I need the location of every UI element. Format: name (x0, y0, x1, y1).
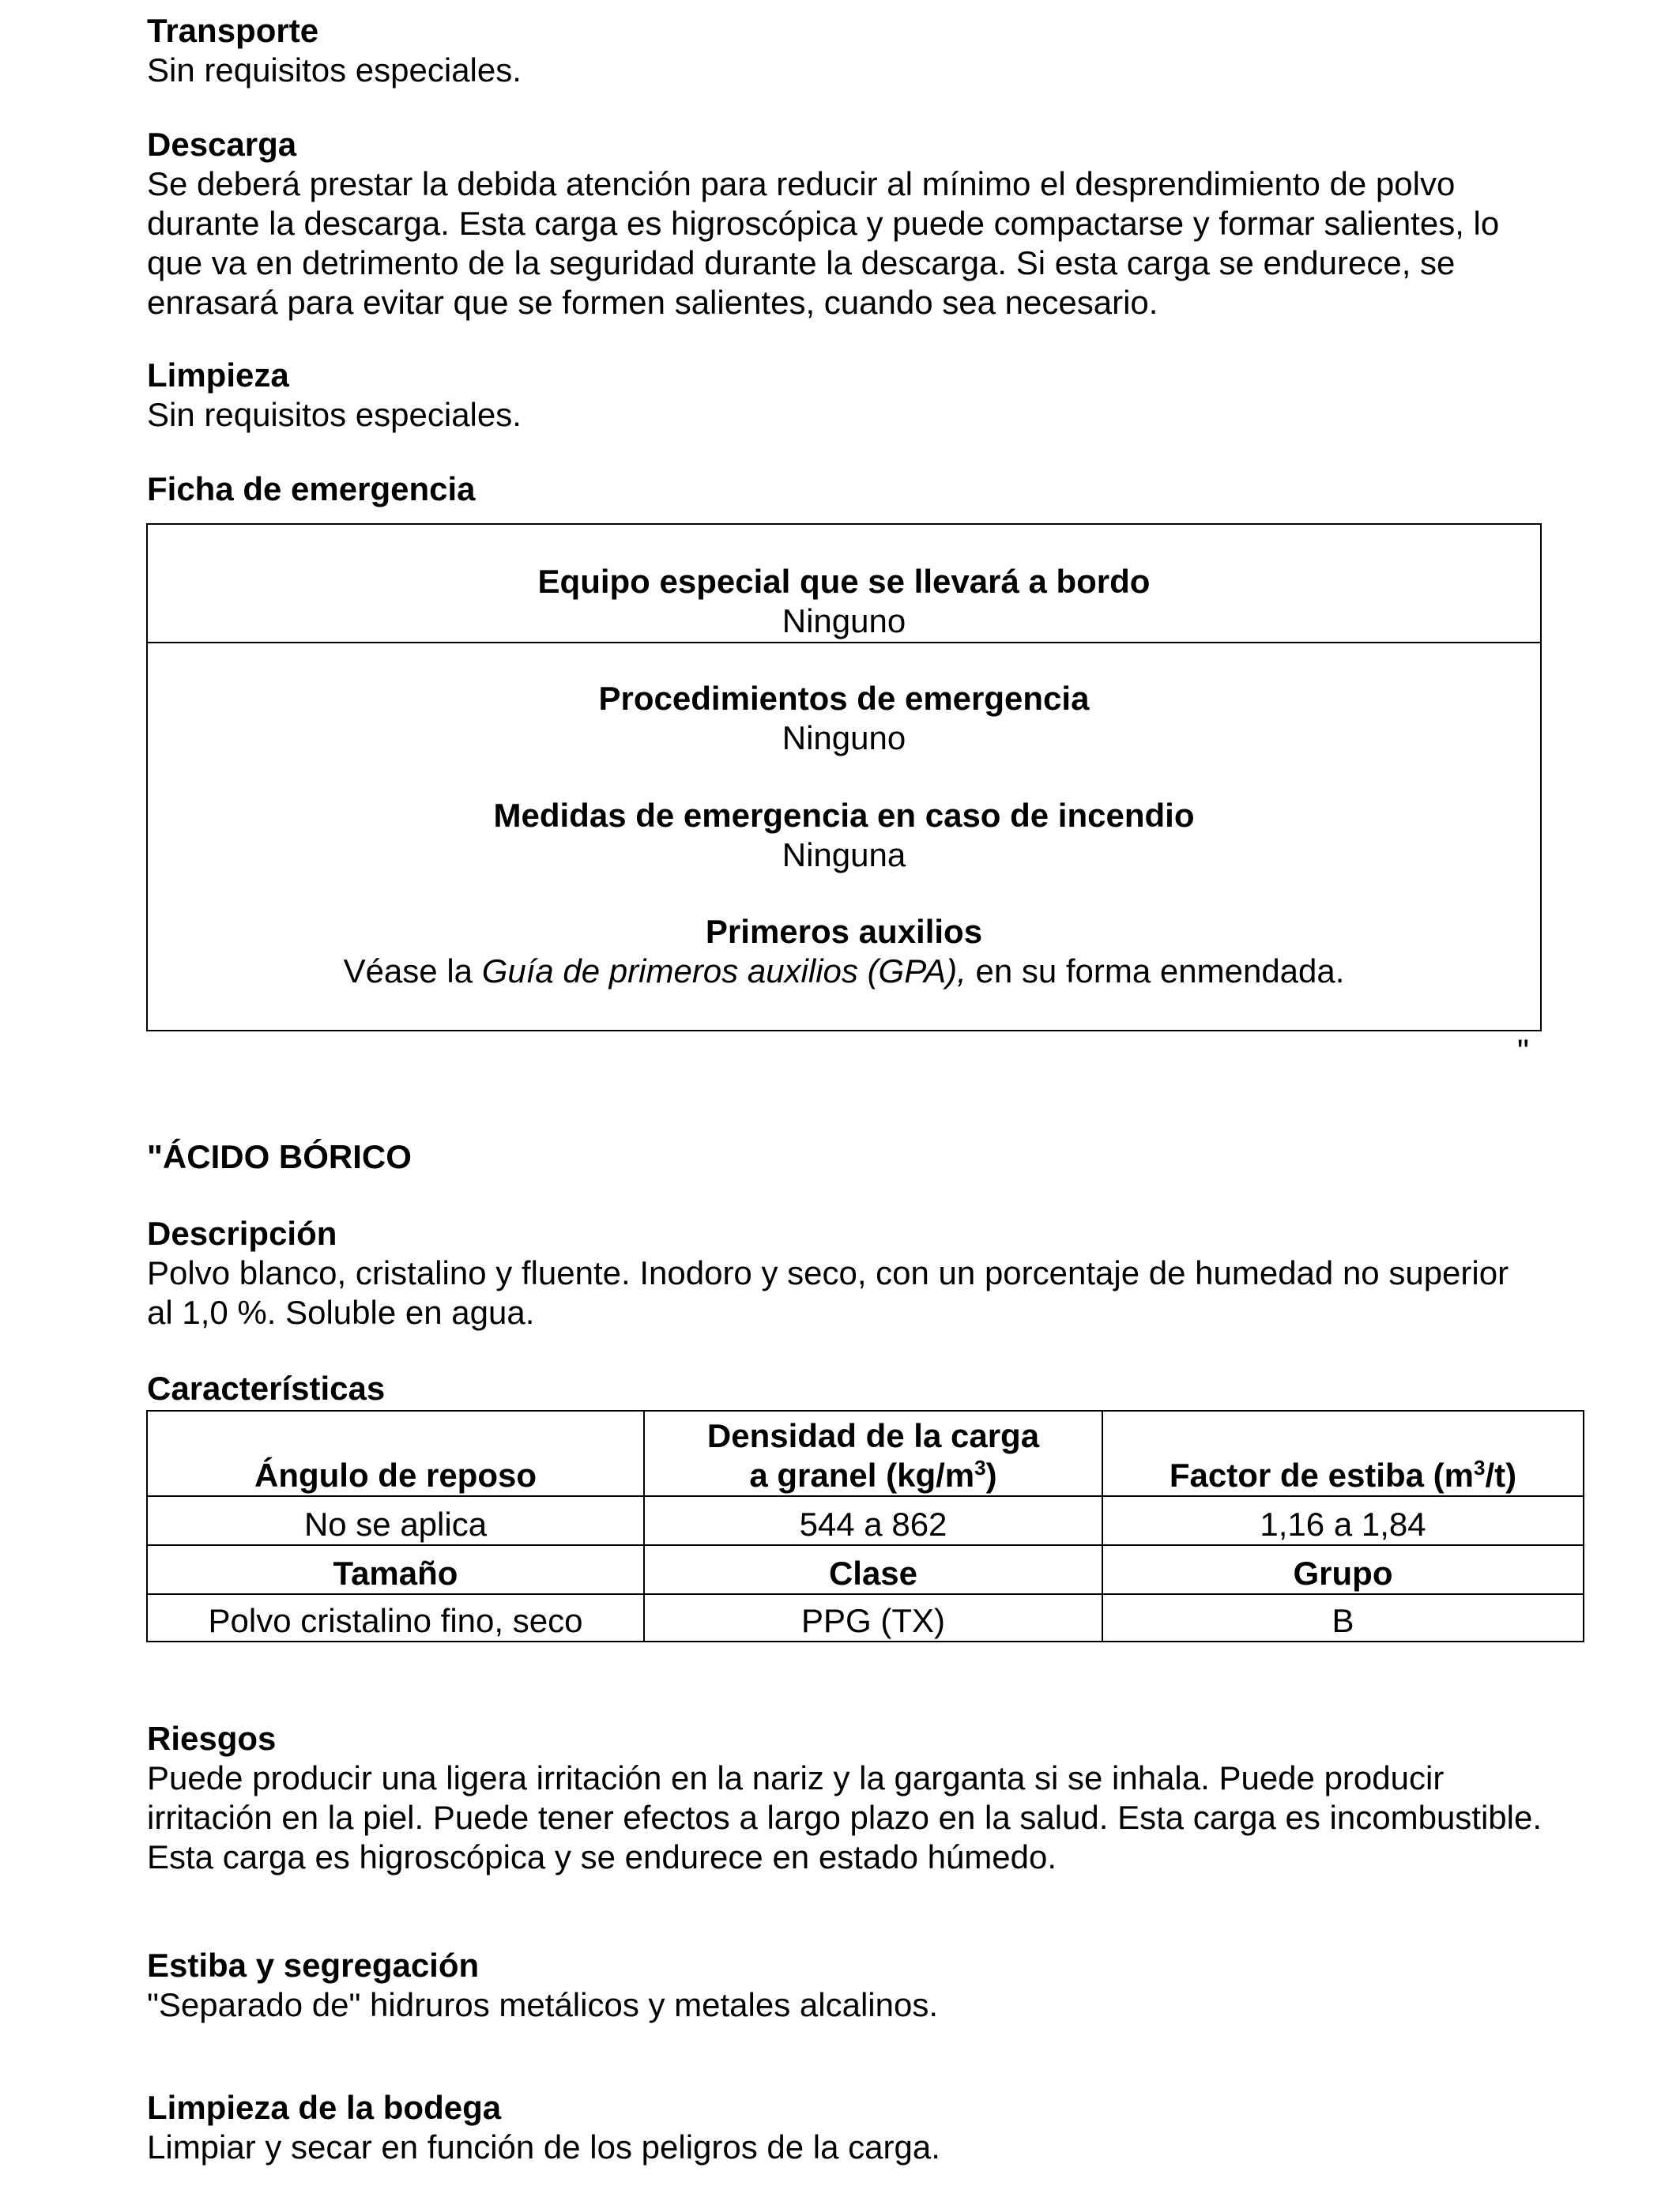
procedimientos-heading: Procedimientos de emergencia (598, 680, 1090, 717)
header-densidad (644, 1411, 1102, 1496)
text-estiba: "Separado de" hidruros metálicos y metales alcalinos. (147, 1986, 938, 2023)
table-row (147, 1496, 1584, 1545)
cell-factor-value: 1,16 a 1,84 (1102, 1496, 1584, 1545)
heading-descarga: Descarga (147, 126, 297, 163)
section-descarga (147, 125, 1543, 322)
descarga-line: que va en detrimento de la seguridad durante la descarga. Si esta carga se endurece, se (147, 244, 1456, 281)
auxilios-heading: Primeros auxilios (705, 913, 983, 950)
text-limpieza-bodega: Limpiar y secar en función de los peligros de la carga. (147, 2128, 940, 2166)
section-limpieza-bodega (147, 2088, 1543, 2167)
heading-limpieza-bodega: Limpieza de la bodega (147, 2089, 502, 2126)
incendio-block (148, 796, 1540, 875)
header-densidad-text: a granel (kg/m (749, 1457, 975, 1494)
descarga-line: enrasará para evitar que se formen salientes, cuando sea necesario. (147, 284, 1158, 321)
procedimientos-text: Ninguno (782, 719, 906, 756)
header-factor-sup: 3 (1473, 1456, 1486, 1480)
emergency-box (146, 523, 1542, 1031)
riesgos-line: Puede producir una ligera irritación en la nariz y la garganta si se inhala. Puede producir (147, 1759, 1445, 1796)
auxilios-block (148, 912, 1540, 991)
equipo-heading: Equipo especial que se llevará a bordo (537, 563, 1151, 600)
header-grupo: Grupo (1102, 1545, 1584, 1594)
text-limpieza: Sin requisitos especiales. (147, 396, 522, 433)
table-header-row (147, 1545, 1584, 1594)
heading-ficha-emergencia: Ficha de emergencia (147, 470, 476, 507)
characteristics-table (146, 1410, 1584, 1642)
section-descripcion (147, 1214, 1543, 1333)
cell-densidad-value: 544 a 862 (644, 1496, 1102, 1545)
auxilios-guide-title: Guía de primeros auxilios (GPA), (481, 952, 966, 990)
header-densidad-sup: 3 (974, 1456, 986, 1480)
cell-grupo-value: B (1102, 1594, 1584, 1642)
header-densidad-line1: Densidad de la carga (706, 1417, 1040, 1454)
equipo-text: Ninguno (782, 602, 906, 639)
heading-transporte: Transporte (147, 12, 319, 49)
descarga-line: Se deberá prestar la debida atención para reducir al mínimo el desprendimiento de polvo (147, 165, 1456, 202)
heading-descripcion: Descripción (147, 1215, 337, 1252)
section-limpieza (147, 356, 1543, 435)
title-acido-borico: "ÁCIDO BÓRICO (147, 1138, 412, 1175)
table-header-row (147, 1411, 1584, 1496)
text-transporte: Sin requisitos especiales. (147, 51, 522, 89)
section-transporte (147, 11, 1543, 90)
descripcion-line: Polvo blanco, cristalino y fluente. Inodoro y seco, con un porcentaje de humedad no superior (147, 1254, 1509, 1291)
header-densidad-close: ) (985, 1457, 997, 1494)
incendio-text: Ninguna (782, 836, 906, 873)
descripcion-line: al 1,0 %. Soluble en agua. (147, 1294, 535, 1331)
incendio-heading: Medidas de emergencia en caso de incendio (493, 797, 1195, 834)
heading-riesgos: Riesgos (147, 1720, 277, 1757)
heading-caracteristicas: Características (147, 1370, 386, 1407)
closing-quote: " (1517, 1032, 1529, 1069)
header-tamano: Tamaño (147, 1545, 644, 1594)
heading-estiba: Estiba y segregación (147, 1947, 480, 1984)
header-factor-text: Factor de estiba (m (1169, 1457, 1474, 1494)
section-riesgos (147, 1719, 1543, 1877)
descarga-line: durante la descarga. Esta carga es higroscópica y puede compactarse y formar salientes, lo (147, 205, 1500, 242)
heading-limpieza: Limpieza (147, 356, 289, 394)
header-factor-close: /t) (1485, 1457, 1517, 1494)
emergency-divider (148, 642, 1540, 643)
cell-tamano-value: Polvo cristalino fino, seco (147, 1594, 644, 1642)
riesgos-line: Esta carga es higroscópica y se endurece en estado húmedo. (147, 1838, 1057, 1875)
auxilios-text (148, 952, 1540, 991)
cell-clase-value: PPG (TX) (644, 1594, 1102, 1642)
auxilios-post: en su forma enmendada. (966, 952, 1345, 990)
table-row (147, 1594, 1584, 1642)
equipo-block (148, 562, 1540, 641)
section-estiba (147, 1946, 1543, 2025)
riesgos-line: irritación en la piel. Puede tener efectos a largo plazo en la salud. Esta carga es incombustible. (147, 1799, 1543, 1836)
header-densidad-line2 (645, 1456, 1102, 1495)
header-angulo-reposo: Ángulo de reposo (147, 1411, 644, 1496)
procedimientos-block (148, 679, 1540, 758)
auxilios-pre: Véase la (343, 952, 482, 990)
header-clase: Clase (644, 1545, 1102, 1594)
cell-angulo-value: No se aplica (147, 1496, 644, 1545)
header-factor-estiba (1102, 1411, 1584, 1496)
